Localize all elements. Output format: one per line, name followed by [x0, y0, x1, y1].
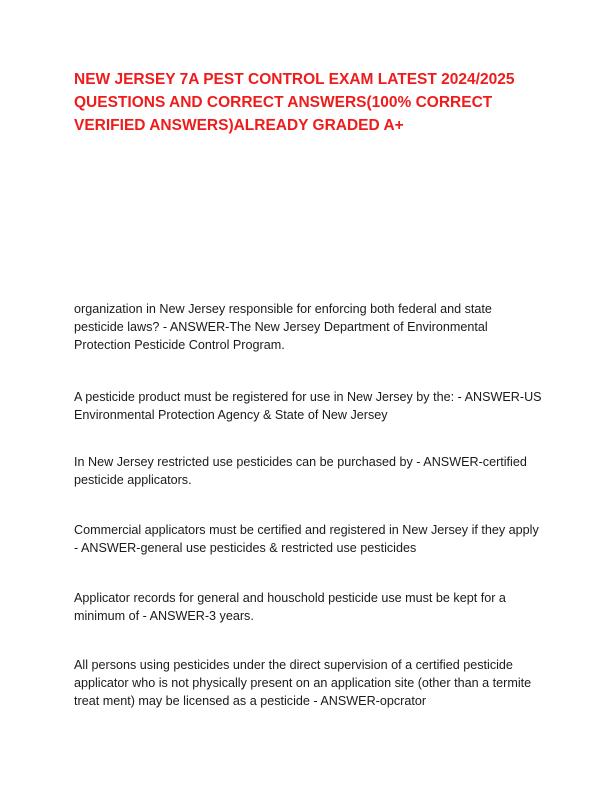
- question-answer-item: Applicator records for general and houschold pesticide use must be kept for a minimum of - ANSWER-3 years.: [74, 591, 506, 623]
- question-answer-item: In New Jersey restricted use pesticides can be purchased by - ANSWER-certified pesticide applicators.: [74, 455, 527, 487]
- question-answer-item: A pesticide product must be registered for use in New Jersey by the: - ANSWER-US Environmental Protection Agency & State of New Jersey: [74, 390, 542, 422]
- question-answer-item: Commercial applicators must be certified and registered in New Jersey if they apply - ANSWER-general use pesticides & restricted use pesticides: [74, 523, 539, 555]
- document-title: NEW JERSEY 7A PEST CONTROL EXAM LATEST 2024/2025 QUESTIONS AND CORRECT ANSWERS(100% CORRECT VERIFIED ANSWERS)ALREADY GRADED A+: [74, 71, 515, 134]
- question-answer-item: All persons using pesticides under the direct supervision of a certified pesticide applicator who is not physically present on an application site (other than a termite treat ment) may be licensed as a pesticide - ANSWER-opcrator: [74, 658, 532, 708]
- question-answer-item: organization in New Jersey responsible for enforcing both federal and state pesticide laws? - ANSWER-The New Jersey Department of Environmental Protection Pesticide Control Program.: [74, 302, 492, 352]
